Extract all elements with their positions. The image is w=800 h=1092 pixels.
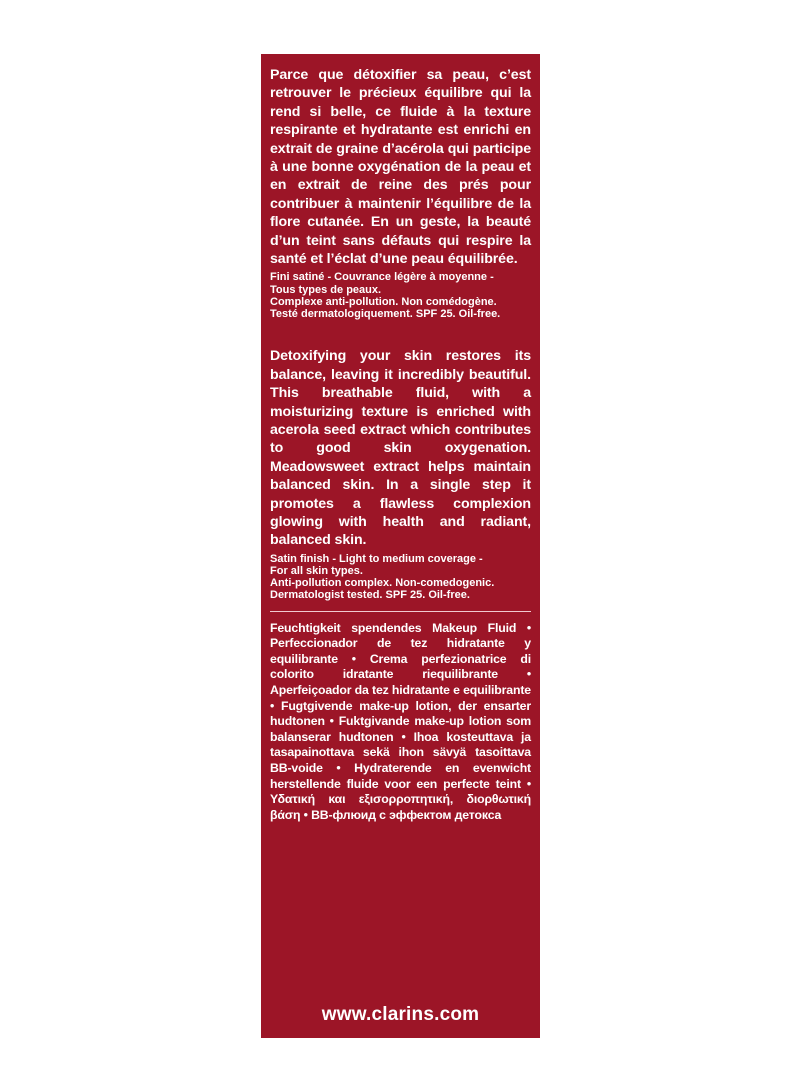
english-detail-line: Anti-pollution complex. Non-comedogenic. <box>270 577 495 590</box>
section-divider <box>270 611 531 612</box>
french-detail-line: Tous types de peaux. <box>270 283 382 296</box>
french-section <box>270 66 531 320</box>
french-description: Parce que détoxifier sa peau, c’est retrouver le précieux équilibre qui la rend si belle, ce fluide à la texture respirante et hydratante est enrichi en extrait de graine d’acérola qui participe à une bonne oxygénation de la peau et en extrait de reine des prés pour contribuer à maintenir l’équilibre de la flore cutanée. En un geste, la beauté d’un teint sans défauts qui respire la santé et l’éclat d’une peau équilibrée. <box>270 67 531 268</box>
english-details <box>270 553 531 602</box>
french-detail-line: Complexe anti-pollution. Non comédogène. <box>270 295 497 308</box>
english-detail-line: For all skin types. <box>270 564 363 577</box>
english-section <box>270 347 531 601</box>
french-detail-line: Testé dermatologiquement. SPF 25. Oil-free. <box>270 308 501 321</box>
french-details <box>270 271 531 320</box>
english-description: Detoxifying your skin restores its balance, leaving it incredibly beautiful. This breathable fluid, with a moisturizing texture is enriched with acerola seed extract which contributes to good skin oxygenation. Meadowsweet extract helps maintain balanced skin. In a single step it promotes a flawless complexion glowing with health and radiant, balanced skin. <box>270 348 531 549</box>
website-url: www.clarins.com <box>321 1004 480 1025</box>
english-detail-line: Dermatologist tested. SPF 25. Oil-free. <box>270 589 470 602</box>
packaging-panel <box>261 54 540 1038</box>
english-detail-line: Satin finish - Light to medium coverage - <box>270 552 483 565</box>
french-detail-line: Fini satiné - Couvrance légère à moyenne - <box>270 271 494 284</box>
multilingual-product-names: Feuchtigkeit spendendes Makeup Fluid • Perfeccionador de tez hidratante y equilibrante • Crema perfezionatrice di colorito idratante riequilibrante • Aperfeiçoador da tez hidratante e equilibrante • Fugtgivende make-up lotion, der ensarter hudtonen • Fuktgivande make-up lotion som balanserar hudtonen • Ihoa kosteuttava ja tasapainottava sekä ihon sävyä tasoittava BB-voide • Hydraterende en evenwicht herstellende fluide voor een perfecte teint • Υδατική και εξισορροπητική, διορθωτική βάση • BB-флюид с эффектом детокса <box>270 620 531 822</box>
